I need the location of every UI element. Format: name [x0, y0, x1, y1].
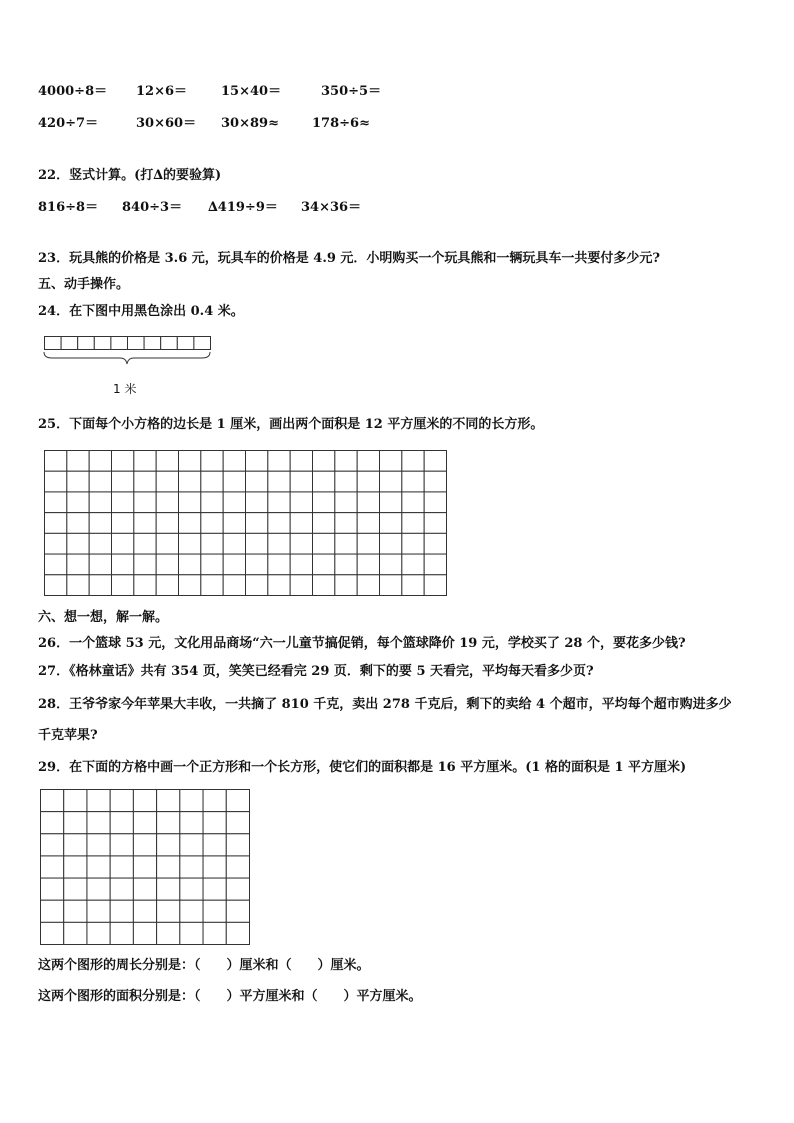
q29-text: 29．在下面的方格中画一个正方形和一个长方形，使它们的面积都是 16 平方厘米。(1 格的面积是 1 平方厘米): [38, 760, 687, 775]
grid-cell[interactable]: [179, 575, 201, 596]
math-item: 12×6＝: [136, 84, 188, 99]
grid-cell[interactable]: [156, 575, 178, 596]
grid-cell[interactable]: [203, 878, 226, 900]
ruler-segment[interactable]: [144, 337, 161, 350]
grid-cell[interactable]: [290, 575, 312, 596]
grid-cell[interactable]: [357, 575, 379, 596]
grid-cell[interactable]: [313, 451, 335, 472]
grid-cell[interactable]: [335, 575, 357, 596]
grid-cell[interactable]: [268, 471, 290, 492]
grid-cell[interactable]: [357, 492, 379, 513]
grid-cell[interactable]: [180, 812, 203, 834]
grid-cell[interactable]: [335, 554, 357, 575]
grid-cell[interactable]: [156, 533, 178, 554]
grid-cell[interactable]: [133, 922, 156, 944]
grid-cell[interactable]: [157, 856, 180, 878]
grid-cell[interactable]: [201, 492, 223, 513]
section-6-heading: 六、想一想，解一解。: [38, 610, 169, 625]
q28-line1: 28．王爷爷家今年苹果大丰收，一共摘了 810 千克，卖出 278 千克后，剩下的卖给 4 个超市，平均每个超市购进多少: [38, 697, 732, 712]
q24-text: 24．在下图中用黑色涂出 0.4 米。: [38, 304, 244, 319]
grid-cell[interactable]: [223, 554, 245, 575]
grid-cell[interactable]: [268, 575, 290, 596]
grid-cell[interactable]: [89, 471, 111, 492]
grid-cell[interactable]: [89, 554, 111, 575]
grid-cell[interactable]: [64, 922, 87, 944]
grid-cell[interactable]: [64, 878, 87, 900]
area-answer-line: 这两个图形的面积分别是：（ ）平方厘米和（ ）平方厘米。: [38, 989, 422, 1004]
grid-cell[interactable]: [424, 451, 446, 472]
grid-cell[interactable]: [402, 533, 424, 554]
grid-cell[interactable]: [45, 492, 67, 513]
grid-cell[interactable]: [203, 900, 226, 922]
grid-cell[interactable]: [203, 790, 226, 812]
grid-cell[interactable]: [402, 554, 424, 575]
grid-cell[interactable]: [133, 900, 156, 922]
grid-cell[interactable]: [179, 451, 201, 472]
grid-cell[interactable]: [268, 513, 290, 534]
grid-cell[interactable]: [179, 533, 201, 554]
grid-cell[interactable]: [89, 492, 111, 513]
grid-cell[interactable]: [402, 492, 424, 513]
grid-cell[interactable]: [157, 878, 180, 900]
math-item: 350÷5＝: [321, 84, 382, 99]
grid-cell[interactable]: [179, 492, 201, 513]
grid-cell[interactable]: [180, 790, 203, 812]
grid-cell[interactable]: [246, 575, 268, 596]
grid-cell[interactable]: [201, 451, 223, 472]
grid-cell[interactable]: [110, 878, 133, 900]
ruler-label: 1 米: [113, 382, 137, 396]
square-grid-9x7[interactable]: [40, 789, 250, 945]
q22-title: 22．竖式计算。(打∆的要验算): [38, 168, 222, 183]
ruler-brace: [44, 352, 210, 364]
grid-cell[interactable]: [41, 856, 64, 878]
grid-cell[interactable]: [290, 471, 312, 492]
grid-cell[interactable]: [134, 492, 156, 513]
grid-cell[interactable]: [380, 513, 402, 534]
grid-cell[interactable]: [67, 471, 89, 492]
math-item: 30×89≈: [221, 116, 279, 131]
grid-cell[interactable]: [402, 451, 424, 472]
grid-cell[interactable]: [157, 812, 180, 834]
grid-cell[interactable]: [133, 834, 156, 856]
q26-text: 26．一个篮球 53 元，文化用品商场“六一儿童节搞促销，每个篮球降价 19 元，学校买了 28 个，要花多少钱?: [38, 636, 686, 651]
ruler-boxes: [45, 337, 211, 350]
grid-cell[interactable]: [156, 492, 178, 513]
ruler-segment[interactable]: [128, 337, 145, 350]
grid-cell[interactable]: [226, 834, 249, 856]
grid-cell[interactable]: [67, 492, 89, 513]
grid-cell[interactable]: [380, 533, 402, 554]
grid-cell[interactable]: [112, 533, 134, 554]
grid-cell[interactable]: [157, 790, 180, 812]
grid-cell[interactable]: [246, 533, 268, 554]
grid-cell[interactable]: [180, 900, 203, 922]
grid-cell[interactable]: [290, 492, 312, 513]
grid-cell[interactable]: [246, 492, 268, 513]
q22-item: ∆419÷9＝: [208, 200, 278, 215]
grid-cell[interactable]: [64, 856, 87, 878]
grid-cell[interactable]: [41, 878, 64, 900]
grid-cell[interactable]: [424, 513, 446, 534]
grid-cell[interactable]: [424, 575, 446, 596]
grid-cell[interactable]: [201, 513, 223, 534]
perimeter-answer-line: 这两个图形的周长分别是：（ ）厘米和（ ）厘米。: [38, 958, 370, 973]
grid-cell[interactable]: [313, 575, 335, 596]
grid-cell[interactable]: [226, 812, 249, 834]
section-5-heading: 五、动手操作。: [38, 277, 130, 292]
grid-cell[interactable]: [134, 533, 156, 554]
grid-cell[interactable]: [223, 575, 245, 596]
math-item: 30×60＝: [136, 116, 197, 131]
grid-cell[interactable]: [133, 812, 156, 834]
grid-cell[interactable]: [112, 575, 134, 596]
grid-cell[interactable]: [402, 575, 424, 596]
grid-cell[interactable]: [290, 513, 312, 534]
grid-cell[interactable]: [41, 812, 64, 834]
math-item: 15×40＝: [221, 84, 282, 99]
grid-cell[interactable]: [335, 492, 357, 513]
grid-cell[interactable]: [201, 554, 223, 575]
q22-item: 34×36＝: [301, 200, 362, 215]
grid-cell[interactable]: [335, 533, 357, 554]
grid-cell[interactable]: [246, 554, 268, 575]
grid-cell[interactable]: [87, 856, 110, 878]
meter-ruler[interactable]: [40, 334, 220, 370]
grid-cell[interactable]: [112, 513, 134, 534]
math-item: 4000÷8＝: [38, 84, 108, 99]
grid-cell[interactable]: [87, 900, 110, 922]
grid-cell[interactable]: [357, 451, 379, 472]
q23-text: 23．玩具熊的价格是 3.6 元，玩具车的价格是 4.9 元．小明购买一个玩具熊和一辆玩具车一共要付多少元?: [38, 251, 661, 266]
grid-cell[interactable]: [87, 922, 110, 944]
ruler-segment[interactable]: [177, 337, 194, 350]
grid-cell[interactable]: [226, 790, 249, 812]
grid-cell[interactable]: [424, 471, 446, 492]
q22-item: 840÷3＝: [122, 200, 183, 215]
grid-cell[interactable]: [223, 513, 245, 534]
grid-cell[interactable]: [134, 471, 156, 492]
grid-cell[interactable]: [45, 471, 67, 492]
ruler-segment[interactable]: [111, 337, 128, 350]
grid-cell[interactable]: [223, 451, 245, 472]
grid-cell[interactable]: [157, 922, 180, 944]
grid-cell[interactable]: [201, 471, 223, 492]
grid-cell[interactable]: [89, 451, 111, 472]
grid-cell[interactable]: [45, 513, 67, 534]
grid-cell[interactable]: [380, 575, 402, 596]
grid-cell[interactable]: [268, 492, 290, 513]
grid-cell[interactable]: [110, 812, 133, 834]
grid-cell[interactable]: [112, 471, 134, 492]
grid-cell[interactable]: [179, 513, 201, 534]
math-item: 420÷7＝: [38, 116, 99, 131]
grid-cell[interactable]: [313, 554, 335, 575]
grid-cell[interactable]: [226, 856, 249, 878]
grid-cell[interactable]: [133, 878, 156, 900]
grid-cell[interactable]: [380, 471, 402, 492]
grid-cell[interactable]: [89, 513, 111, 534]
grid-cell[interactable]: [290, 533, 312, 554]
grid-cell[interactable]: [157, 834, 180, 856]
grid-cell[interactable]: [156, 513, 178, 534]
grid-cell[interactable]: [87, 790, 110, 812]
grid-cell[interactable]: [335, 451, 357, 472]
grid-cell[interactable]: [313, 513, 335, 534]
grid-cell[interactable]: [313, 471, 335, 492]
grid-cell[interactable]: [156, 451, 178, 472]
grid-cell[interactable]: [357, 554, 379, 575]
grid-cell[interactable]: [223, 471, 245, 492]
grid-cell[interactable]: [313, 533, 335, 554]
grid-cell[interactable]: [67, 575, 89, 596]
grid-cell[interactable]: [89, 533, 111, 554]
grid-cell[interactable]: [87, 834, 110, 856]
grid-cell[interactable]: [203, 834, 226, 856]
grid-cell[interactable]: [424, 533, 446, 554]
grid-cell[interactable]: [402, 513, 424, 534]
grid-cell[interactable]: [290, 554, 312, 575]
grid-cell[interactable]: [226, 900, 249, 922]
grid-cell[interactable]: [134, 554, 156, 575]
grid-cell[interactable]: [357, 513, 379, 534]
grid-cell[interactable]: [134, 451, 156, 472]
ruler-segment[interactable]: [94, 337, 111, 350]
grid-cell[interactable]: [157, 900, 180, 922]
grid-cell[interactable]: [110, 856, 133, 878]
grid-cell[interactable]: [45, 575, 67, 596]
grid-cell[interactable]: [87, 878, 110, 900]
grid-cell[interactable]: [41, 900, 64, 922]
grid-cell[interactable]: [67, 533, 89, 554]
grid-cell[interactable]: [226, 878, 249, 900]
grid-cell[interactable]: [313, 492, 335, 513]
grid-cell[interactable]: [67, 513, 89, 534]
ruler-segment[interactable]: [161, 337, 178, 350]
grid-cell[interactable]: [226, 922, 249, 944]
grid-cell[interactable]: [203, 856, 226, 878]
grid-cell[interactable]: [179, 471, 201, 492]
grid-cell[interactable]: [246, 471, 268, 492]
grid-cell[interactable]: [201, 533, 223, 554]
grid-cell[interactable]: [290, 451, 312, 472]
grid-cell[interactable]: [156, 554, 178, 575]
grid-cell[interactable]: [134, 575, 156, 596]
ruler-segment[interactable]: [194, 337, 211, 350]
grid-cell[interactable]: [223, 533, 245, 554]
grid-cell[interactable]: [110, 834, 133, 856]
grid-cell[interactable]: [41, 922, 64, 944]
grid-cell[interactable]: [268, 451, 290, 472]
grid-cell[interactable]: [134, 513, 156, 534]
grid-cell[interactable]: [246, 451, 268, 472]
grid-cell[interactable]: [67, 451, 89, 472]
grid-cell[interactable]: [357, 533, 379, 554]
grid-cell[interactable]: [246, 513, 268, 534]
grid-cell[interactable]: [64, 900, 87, 922]
square-grid-18x7[interactable]: [44, 450, 447, 596]
grid-cell[interactable]: [41, 834, 64, 856]
grid-cell[interactable]: [203, 922, 226, 944]
grid-cell[interactable]: [112, 492, 134, 513]
grid-cell[interactable]: [133, 856, 156, 878]
grid-cell[interactable]: [203, 812, 226, 834]
q22-item: 816÷8＝: [38, 200, 99, 215]
grid-cell[interactable]: [45, 533, 67, 554]
grid-cell[interactable]: [110, 790, 133, 812]
q28-line2: 千克苹果?: [38, 728, 98, 743]
grid-cell[interactable]: [110, 922, 133, 944]
grid-cell[interactable]: [67, 554, 89, 575]
grid-cell[interactable]: [156, 471, 178, 492]
grid-cell[interactable]: [64, 812, 87, 834]
grid-cell[interactable]: [112, 451, 134, 472]
grid-cell[interactable]: [402, 471, 424, 492]
grid-cell[interactable]: [335, 513, 357, 534]
q27-text: 27．《格林童话》共有 354 页，笑笑已经看完 29 页．剩下的要 5 天看完，平均每天看多少页?: [38, 664, 594, 679]
grid-cell[interactable]: [45, 451, 67, 472]
grid-cell[interactable]: [133, 790, 156, 812]
ruler-segment[interactable]: [61, 337, 78, 350]
grid-cell[interactable]: [268, 533, 290, 554]
grid-cell[interactable]: [424, 492, 446, 513]
grid-cell[interactable]: [87, 812, 110, 834]
grid-cell[interactable]: [112, 554, 134, 575]
grid-cell[interactable]: [380, 451, 402, 472]
grid-cell[interactable]: [335, 471, 357, 492]
grid-cell[interactable]: [201, 575, 223, 596]
grid-cell[interactable]: [45, 554, 67, 575]
grid-cell[interactable]: [180, 834, 203, 856]
grid-cell[interactable]: [223, 492, 245, 513]
grid-cell[interactable]: [64, 790, 87, 812]
grid-cell[interactable]: [64, 834, 87, 856]
grid-cell[interactable]: [89, 575, 111, 596]
grid-cell[interactable]: [180, 922, 203, 944]
grid-cell[interactable]: [357, 471, 379, 492]
grid-cell[interactable]: [179, 554, 201, 575]
grid-cell[interactable]: [380, 492, 402, 513]
ruler-segment[interactable]: [45, 337, 62, 350]
grid-cell[interactable]: [180, 856, 203, 878]
grid-cell[interactable]: [268, 554, 290, 575]
grid-cell[interactable]: [41, 790, 64, 812]
grid-cell[interactable]: [180, 878, 203, 900]
grid-cell[interactable]: [424, 554, 446, 575]
grid-cell[interactable]: [380, 554, 402, 575]
grid-cell[interactable]: [110, 900, 133, 922]
q25-text: 25．下面每个小方格的边长是 1 厘米，画出两个面积是 12 平方厘米的不同的长方形。: [38, 417, 544, 432]
ruler-segment[interactable]: [78, 337, 95, 350]
math-item: 178÷6≈: [312, 116, 370, 131]
